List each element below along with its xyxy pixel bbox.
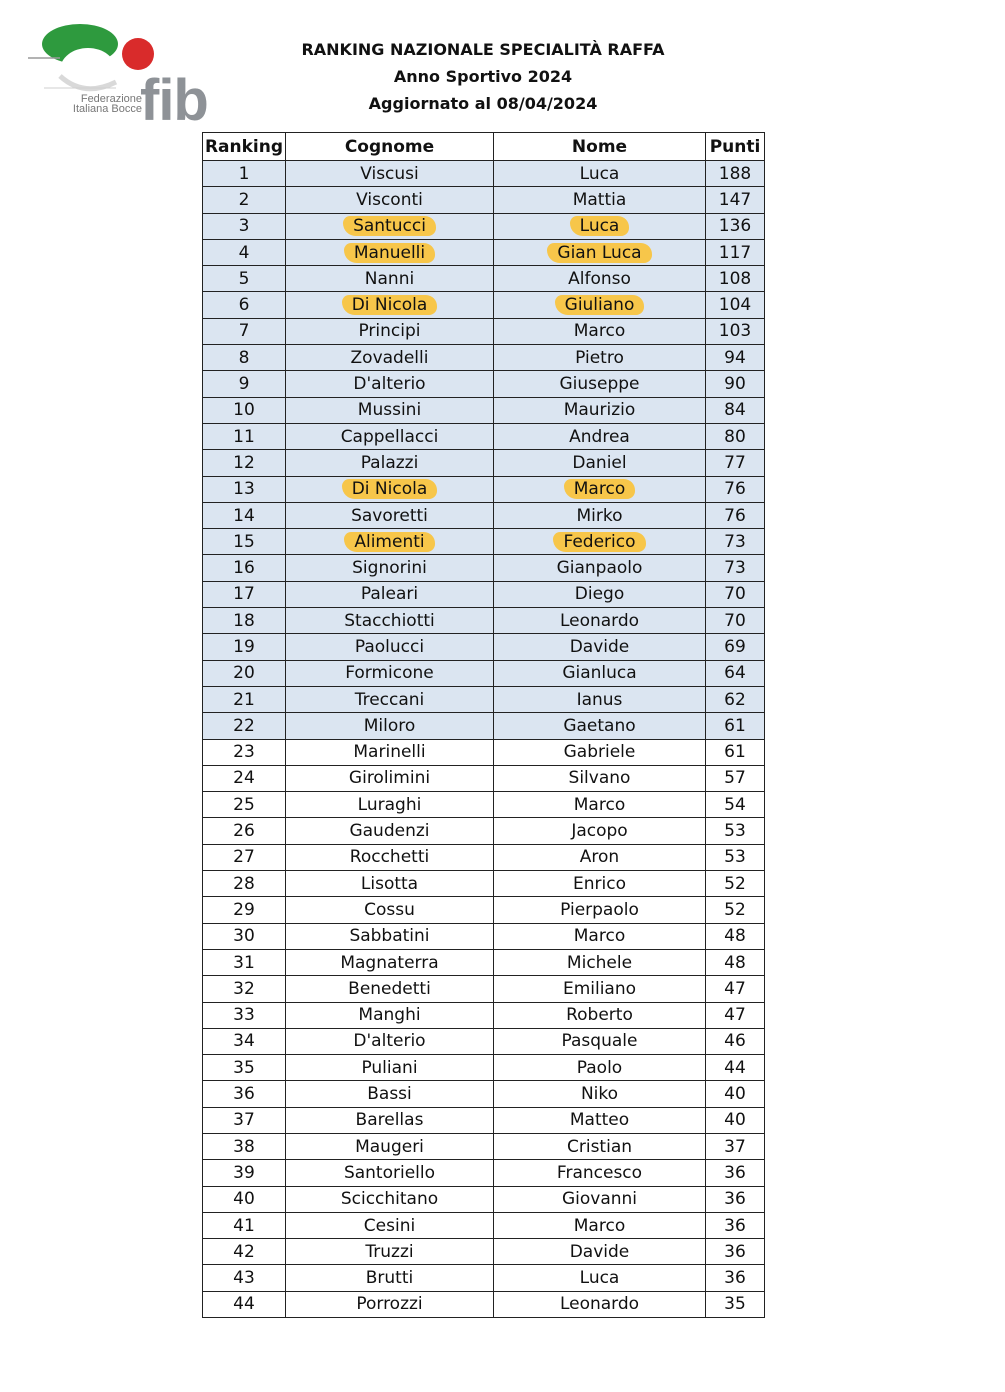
ranking-cell: 28 [203, 871, 286, 897]
table-row [203, 1186, 765, 1212]
nome-cell: Alfonso [494, 266, 706, 292]
punti-cell: 90 [706, 371, 765, 397]
ranking-cell: 22 [203, 713, 286, 739]
punti-cell: 37 [706, 1133, 765, 1159]
table-row [203, 1265, 765, 1291]
ranking-table-body [203, 161, 765, 1318]
ranking-cell: 37 [203, 1107, 286, 1133]
cognome-cell: Brutti [286, 1265, 494, 1291]
table-row [203, 239, 765, 265]
nome-cell: Mattia [494, 187, 706, 213]
nome-cell: Paolo [494, 1055, 706, 1081]
punti-cell: 48 [706, 923, 765, 949]
table-row [203, 1239, 765, 1265]
ranking-cell: 19 [203, 634, 286, 660]
punti-cell: 36 [706, 1212, 765, 1238]
cognome-cell: Rocchetti [286, 844, 494, 870]
ranking-cell: 16 [203, 555, 286, 581]
table-row [203, 1291, 765, 1317]
table-row [203, 1107, 765, 1133]
highlighted-name: Di Nicola [342, 479, 438, 499]
cognome-cell: Barellas [286, 1107, 494, 1133]
punti-cell: 40 [706, 1081, 765, 1107]
document-heading [283, 36, 683, 117]
cognome-cell: Principi [286, 318, 494, 344]
table-row [203, 581, 765, 607]
nome-cell: Marco [494, 318, 706, 344]
nome-cell: Michele [494, 949, 706, 975]
nome-cell: Gaetano [494, 713, 706, 739]
cognome-cell [286, 239, 494, 265]
table-row [203, 608, 765, 634]
punti-cell: 35 [706, 1291, 765, 1317]
nome-cell: Marco [494, 1212, 706, 1238]
cognome-cell: D'alterio [286, 371, 494, 397]
ranking-cell: 14 [203, 502, 286, 528]
nome-cell: Matteo [494, 1107, 706, 1133]
cognome-cell: Treccani [286, 686, 494, 712]
table-row [203, 476, 765, 502]
punti-cell: 69 [706, 634, 765, 660]
ranking-cell: 12 [203, 450, 286, 476]
table-row [203, 1002, 765, 1028]
ranking-cell: 34 [203, 1028, 286, 1054]
ranking-cell: 43 [203, 1265, 286, 1291]
cognome-cell: Sabbatini [286, 923, 494, 949]
nome-cell [494, 529, 706, 555]
punti-cell: 70 [706, 581, 765, 607]
cognome-cell: Signorini [286, 555, 494, 581]
punti-cell: 108 [706, 266, 765, 292]
punti-cell: 36 [706, 1239, 765, 1265]
punti-cell: 46 [706, 1028, 765, 1054]
table-row [203, 897, 765, 923]
cognome-cell: Paleari [286, 581, 494, 607]
cognome-cell: Cappellacci [286, 423, 494, 449]
ranking-cell: 32 [203, 976, 286, 1002]
ranking-cell: 21 [203, 686, 286, 712]
ranking-cell: 8 [203, 345, 286, 371]
punti-cell: 77 [706, 450, 765, 476]
ranking-cell: 11 [203, 423, 286, 449]
cognome-cell [286, 292, 494, 318]
table-row [203, 1133, 765, 1159]
fib-logo [24, 20, 208, 133]
punti-cell: 73 [706, 555, 765, 581]
nome-cell: Giuseppe [494, 371, 706, 397]
punti-cell: 53 [706, 818, 765, 844]
ranking-cell: 6 [203, 292, 286, 318]
nome-cell: Leonardo [494, 1291, 706, 1317]
ranking-cell: 24 [203, 765, 286, 791]
nome-cell: Pietro [494, 345, 706, 371]
cognome-cell: Santoriello [286, 1160, 494, 1186]
table-row [203, 371, 765, 397]
punti-cell: 54 [706, 792, 765, 818]
ranking-cell: 13 [203, 476, 286, 502]
cognome-cell: Bassi [286, 1081, 494, 1107]
nome-cell: Pasquale [494, 1028, 706, 1054]
nome-cell [494, 292, 706, 318]
table-row [203, 634, 765, 660]
table-row [203, 792, 765, 818]
table-row [203, 1055, 765, 1081]
cognome-cell: Cossu [286, 897, 494, 923]
cognome-cell: Porrozzi [286, 1291, 494, 1317]
table-row [203, 529, 765, 555]
ranking-cell: 25 [203, 792, 286, 818]
punti-cell: 147 [706, 187, 765, 213]
logo-fib-mark: fib [140, 68, 208, 133]
ranking-cell: 15 [203, 529, 286, 555]
punti-cell: 61 [706, 713, 765, 739]
table-row [203, 318, 765, 344]
punti-cell: 84 [706, 397, 765, 423]
highlighted-name: Santucci [343, 216, 436, 236]
punti-cell: 40 [706, 1107, 765, 1133]
punti-cell: 76 [706, 476, 765, 502]
cognome-cell: Zovadelli [286, 345, 494, 371]
cognome-cell: Cesini [286, 1212, 494, 1238]
cognome-cell: Savoretti [286, 502, 494, 528]
punti-cell: 36 [706, 1265, 765, 1291]
ranking-cell: 1 [203, 161, 286, 187]
highlighted-name: Giuliano [555, 295, 645, 315]
nome-cell: Maurizio [494, 397, 706, 423]
cognome-cell: Paolucci [286, 634, 494, 660]
punti-cell: 94 [706, 345, 765, 371]
nome-cell: Gianluca [494, 660, 706, 686]
ranking-cell: 40 [203, 1186, 286, 1212]
cognome-cell [286, 529, 494, 555]
ranking-cell: 9 [203, 371, 286, 397]
punti-cell: 61 [706, 739, 765, 765]
table-row [203, 423, 765, 449]
nome-cell [494, 476, 706, 502]
punti-cell: 47 [706, 1002, 765, 1028]
cognome-cell: Manghi [286, 1002, 494, 1028]
highlighted-name: Di Nicola [342, 295, 438, 315]
ranking-cell: 44 [203, 1291, 286, 1317]
table-row [203, 686, 765, 712]
ranking-cell: 23 [203, 739, 286, 765]
punti-cell: 70 [706, 608, 765, 634]
nome-cell: Aron [494, 844, 706, 870]
nome-cell: Enrico [494, 871, 706, 897]
ranking-cell: 2 [203, 187, 286, 213]
nome-cell: Pierpaolo [494, 897, 706, 923]
ranking-cell: 33 [203, 1002, 286, 1028]
table-row [203, 1028, 765, 1054]
punti-cell: 104 [706, 292, 765, 318]
punti-cell: 73 [706, 529, 765, 555]
ranking-cell: 5 [203, 266, 286, 292]
column-header-ranking: Ranking [203, 133, 286, 161]
highlighted-name: Alimenti [344, 532, 434, 552]
ranking-cell: 17 [203, 581, 286, 607]
season-subtitle: Anno Sportivo 2024 [393, 67, 573, 86]
cognome-cell: Luraghi [286, 792, 494, 818]
cognome-cell: Girolimini [286, 765, 494, 791]
highlighted-name: Marco [564, 479, 635, 499]
cognome-cell [286, 476, 494, 502]
table-row [203, 1160, 765, 1186]
table-row [203, 345, 765, 371]
nome-cell: Mirko [494, 502, 706, 528]
nome-cell: Roberto [494, 1002, 706, 1028]
table-row [203, 450, 765, 476]
punti-cell: 62 [706, 686, 765, 712]
cognome-cell: Mussini [286, 397, 494, 423]
punti-cell: 53 [706, 844, 765, 870]
punti-cell: 64 [706, 660, 765, 686]
nome-cell: Diego [494, 581, 706, 607]
cognome-cell: Gaudenzi [286, 818, 494, 844]
nome-cell: Gabriele [494, 739, 706, 765]
punti-cell: 36 [706, 1160, 765, 1186]
nome-cell: Jacopo [494, 818, 706, 844]
ranking-cell: 20 [203, 660, 286, 686]
highlighted-name: Manuelli [344, 243, 435, 263]
cognome-cell: Scicchitano [286, 1186, 494, 1212]
nome-cell: Marco [494, 923, 706, 949]
cognome-cell: Palazzi [286, 450, 494, 476]
punti-cell: 52 [706, 871, 765, 897]
column-header-punti: Punti [706, 133, 765, 161]
logo-wordmark-text [64, 94, 142, 114]
ranking-cell: 35 [203, 1055, 286, 1081]
ranking-cell: 31 [203, 949, 286, 975]
nome-cell: Francesco [494, 1160, 706, 1186]
nome-cell: Davide [494, 1239, 706, 1265]
nome-cell: Niko [494, 1081, 706, 1107]
ranking-cell: 29 [203, 897, 286, 923]
table-row [203, 555, 765, 581]
logo-line-federazione: Federazione [80, 93, 142, 105]
table-row [203, 713, 765, 739]
table-row [203, 949, 765, 975]
page-title: RANKING NAZIONALE SPECIALITÀ RAFFA [301, 40, 665, 59]
nome-cell: Leonardo [494, 608, 706, 634]
punti-cell: 36 [706, 1186, 765, 1212]
cognome-cell: Miloro [286, 713, 494, 739]
cognome-cell: Benedetti [286, 976, 494, 1002]
cognome-cell [286, 213, 494, 239]
table-row [203, 844, 765, 870]
highlighted-name: Gian Luca [547, 243, 651, 263]
table-row [203, 818, 765, 844]
cognome-cell: Truzzi [286, 1239, 494, 1265]
nome-cell: Andrea [494, 423, 706, 449]
punti-cell: 52 [706, 897, 765, 923]
cognome-cell: D'alterio [286, 1028, 494, 1054]
column-header-cognome: Cognome [286, 133, 494, 161]
punti-cell: 188 [706, 161, 765, 187]
cognome-cell: Maugeri [286, 1133, 494, 1159]
table-row [203, 1212, 765, 1238]
nome-cell: Gianpaolo [494, 555, 706, 581]
nome-cell: Luca [494, 1265, 706, 1291]
punti-cell: 44 [706, 1055, 765, 1081]
ranking-cell: 26 [203, 818, 286, 844]
table-row [203, 739, 765, 765]
cognome-cell: Lisotta [286, 871, 494, 897]
cognome-cell: Marinelli [286, 739, 494, 765]
logo-line-italiana-bocce: Italiana Bocce [72, 103, 142, 115]
updated-date: Aggiornato al 08/04/2024 [368, 94, 598, 113]
punti-cell: 103 [706, 318, 765, 344]
column-header-nome: Nome [494, 133, 706, 161]
nome-cell: Emiliano [494, 976, 706, 1002]
ranking-cell: 30 [203, 923, 286, 949]
ranking-cell: 18 [203, 608, 286, 634]
cognome-cell: Visconti [286, 187, 494, 213]
punti-cell: 76 [706, 502, 765, 528]
cognome-cell: Puliani [286, 1055, 494, 1081]
punti-cell: 48 [706, 949, 765, 975]
punti-cell: 80 [706, 423, 765, 449]
punti-cell: 57 [706, 765, 765, 791]
nome-cell: Cristian [494, 1133, 706, 1159]
cognome-cell: Magnaterra [286, 949, 494, 975]
highlighted-name: Federico [553, 532, 645, 552]
ranking-cell: 4 [203, 239, 286, 265]
ranking-cell: 3 [203, 213, 286, 239]
ranking-cell: 27 [203, 844, 286, 870]
nome-cell: Daniel [494, 450, 706, 476]
table-row [203, 976, 765, 1002]
ranking-cell: 39 [203, 1160, 286, 1186]
ranking-cell: 7 [203, 318, 286, 344]
punti-cell: 136 [706, 213, 765, 239]
table-row [203, 266, 765, 292]
table-row [203, 871, 765, 897]
nome-cell: Luca [494, 161, 706, 187]
nome-cell: Silvano [494, 765, 706, 791]
table-row [203, 213, 765, 239]
cognome-cell: Formicone [286, 660, 494, 686]
table-row [203, 765, 765, 791]
ranking-cell: 41 [203, 1212, 286, 1238]
cognome-cell: Nanni [286, 266, 494, 292]
table-row [203, 502, 765, 528]
table-row [203, 1081, 765, 1107]
table-row [203, 292, 765, 318]
ranking-table [202, 132, 765, 1318]
cognome-cell: Viscusi [286, 161, 494, 187]
highlighted-name: Luca [570, 216, 630, 236]
table-row [203, 187, 765, 213]
nome-cell [494, 213, 706, 239]
ranking-cell: 10 [203, 397, 286, 423]
cognome-cell: Stacchiotti [286, 608, 494, 634]
ranking-cell: 38 [203, 1133, 286, 1159]
nome-cell: Marco [494, 792, 706, 818]
table-header-row [203, 133, 765, 161]
table-row [203, 923, 765, 949]
punti-cell: 47 [706, 976, 765, 1002]
table-row [203, 660, 765, 686]
nome-cell: Giovanni [494, 1186, 706, 1212]
ranking-cell: 36 [203, 1081, 286, 1107]
table-row [203, 397, 765, 423]
nome-cell [494, 239, 706, 265]
nome-cell: Davide [494, 634, 706, 660]
table-row [203, 161, 765, 187]
ranking-cell: 42 [203, 1239, 286, 1265]
punti-cell: 117 [706, 239, 765, 265]
nome-cell: Ianus [494, 686, 706, 712]
